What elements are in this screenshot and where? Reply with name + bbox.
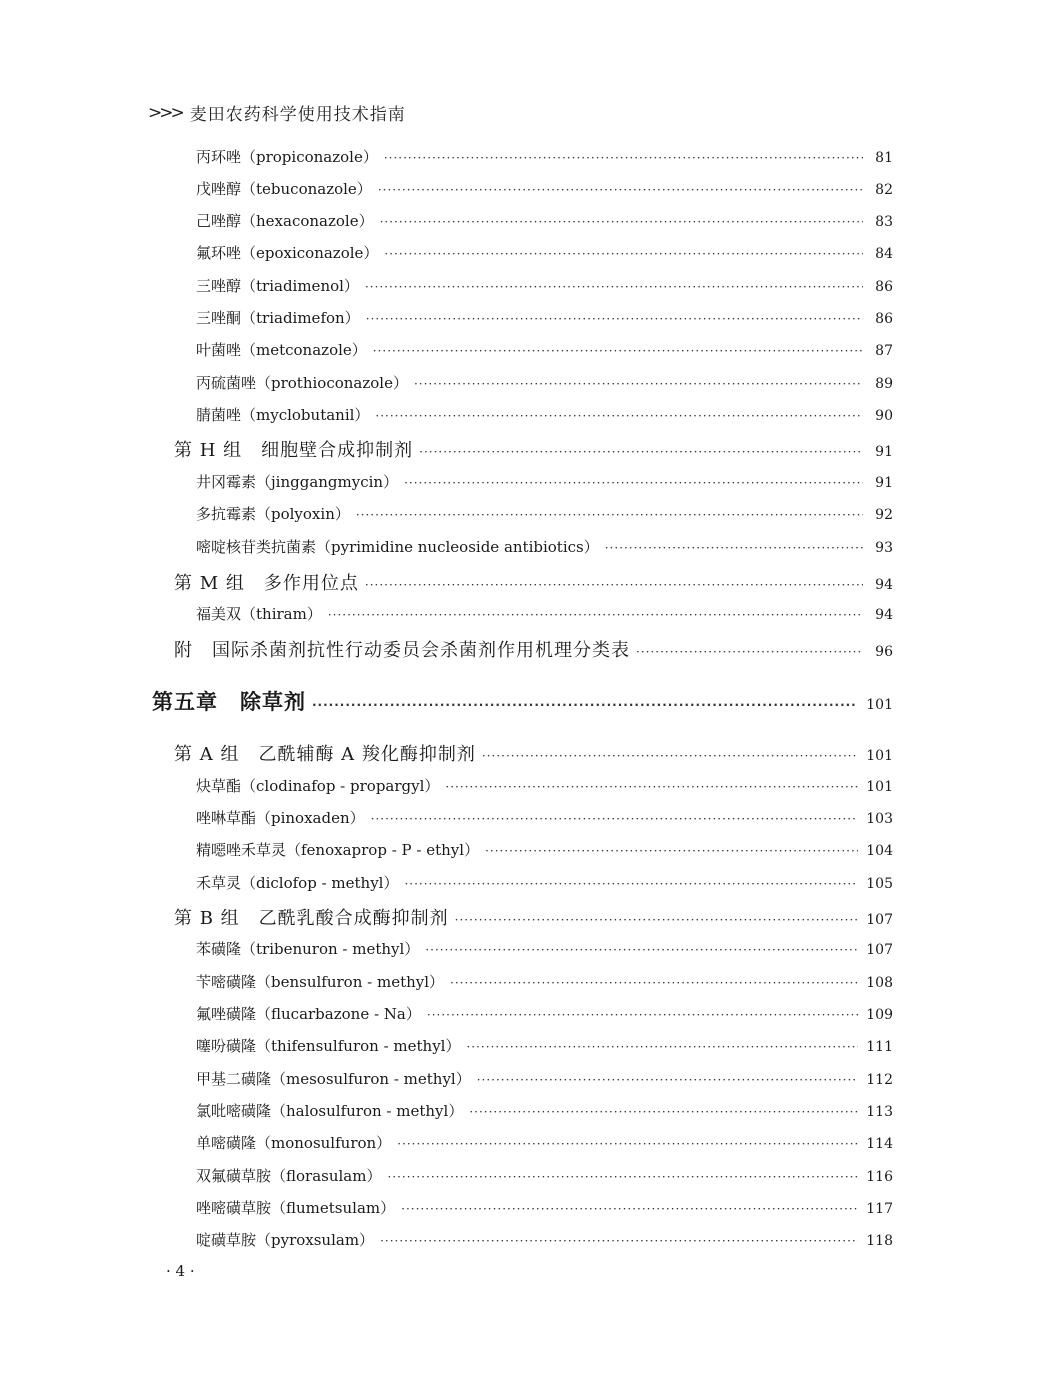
toc-entry-row[interactable] xyxy=(196,503,893,524)
toc-page-number: 93 xyxy=(875,540,893,556)
toc-label: 井冈霉素（jinggangmycin） xyxy=(196,473,399,491)
dot-leader xyxy=(450,976,858,990)
toc-entry-row[interactable] xyxy=(196,307,893,328)
toc-entry-row[interactable] xyxy=(196,210,893,231)
toc-group-row[interactable] xyxy=(174,436,893,462)
toc-entry-row[interactable] xyxy=(196,372,893,393)
dot-leader xyxy=(387,1170,858,1184)
toc-page-number: 116 xyxy=(866,1169,893,1185)
toc-page-number: 82 xyxy=(875,182,893,198)
toc-page-number: 112 xyxy=(866,1072,893,1088)
dot-leader xyxy=(312,698,858,712)
toc-page-number: 105 xyxy=(866,876,893,892)
toc-label: 三唑酮（triadimefon） xyxy=(196,309,360,327)
toc-entry-row[interactable] xyxy=(196,404,893,425)
toc-label: 双氟磺草胺（florasulam） xyxy=(196,1167,382,1185)
toc-page-number: 91 xyxy=(875,475,893,491)
toc-entry-row[interactable] xyxy=(196,536,893,557)
toc-label: 第 H 组 细胞壁合成抑制剂 xyxy=(174,440,414,461)
dot-leader xyxy=(605,541,863,555)
toc-page-number: 108 xyxy=(866,975,893,991)
toc-entry2-row[interactable] xyxy=(196,1100,893,1121)
toc-entry2-row[interactable] xyxy=(196,872,893,893)
toc-entry2-row[interactable] xyxy=(196,1068,893,1089)
dot-leader xyxy=(445,780,858,794)
toc-label: 己唑醇（hexaconazole） xyxy=(196,212,374,230)
toc-page-number: 101 xyxy=(866,697,893,713)
toc-page-number: 101 xyxy=(866,779,893,795)
dot-leader xyxy=(636,645,863,659)
toc-label: 唑嘧磺草胺（flumetsulam） xyxy=(196,1199,396,1217)
toc-label: 丙环唑（propiconazole） xyxy=(196,148,378,166)
dot-leader xyxy=(378,183,863,197)
running-header xyxy=(148,100,406,125)
toc-label: 腈菌唑（myclobutanil） xyxy=(196,406,370,424)
toc-page-number: 91 xyxy=(875,444,893,460)
toc-label: 氟唑磺隆（flucarbazone - Na） xyxy=(196,1005,421,1023)
toc-group2-row[interactable] xyxy=(174,740,893,766)
book-title: 麦田农药科学使用技术指南 xyxy=(189,105,406,125)
toc-entry-row[interactable] xyxy=(196,146,893,167)
toc-label: 炔草酯（clodinafop - propargyl） xyxy=(196,777,440,795)
toc-entry-row[interactable] xyxy=(196,275,893,296)
toc-page-number: 81 xyxy=(875,150,893,166)
toc-entry-row[interactable] xyxy=(196,178,893,199)
toc-label: 戊唑醇（tebuconazole） xyxy=(196,180,372,198)
toc-label: 唑啉草酯（pinoxaden） xyxy=(196,809,365,827)
toc-page-number: 101 xyxy=(866,748,893,764)
toc-page-number: 87 xyxy=(875,343,893,359)
dot-leader xyxy=(414,377,863,391)
toc-entry-row[interactable] xyxy=(196,603,893,624)
dot-leader xyxy=(380,215,863,229)
dot-leader xyxy=(366,312,863,326)
dot-leader xyxy=(328,608,863,622)
dot-leader xyxy=(397,1137,858,1151)
toc-label: 多抗霉素（polyoxin） xyxy=(196,505,350,523)
toc-label: 第五章 除草剂 xyxy=(152,690,306,714)
toc-entry2-row[interactable] xyxy=(196,1003,893,1024)
toc-label: 第 M 组 多作用位点 xyxy=(174,573,359,594)
dot-leader xyxy=(427,1008,858,1022)
toc-page-number: 94 xyxy=(875,607,893,623)
dot-leader xyxy=(384,247,863,261)
toc-entry2-row[interactable] xyxy=(196,1132,893,1153)
toc-entry2-row[interactable] xyxy=(196,1229,893,1250)
dot-leader xyxy=(365,578,863,592)
dot-leader xyxy=(380,1234,858,1248)
toc-label: 第 A 组 乙酰辅酶 A 羧化酶抑制剂 xyxy=(174,744,476,765)
toc-label: 精噁唑禾草灵（fenoxaprop - P - ethyl） xyxy=(196,841,480,859)
toc-label: 附 国际杀菌剂抗性行动委员会杀菌剂作用机理分类表 xyxy=(174,640,630,661)
toc-entry-row[interactable] xyxy=(196,471,893,492)
toc-label: 氯吡嘧磺隆（halosulfuron - methyl） xyxy=(196,1102,464,1120)
toc-entry2-row[interactable] xyxy=(196,775,893,796)
toc-page-number: 86 xyxy=(875,311,893,327)
toc-label: 福美双（thiram） xyxy=(196,605,322,623)
dot-leader xyxy=(384,151,863,165)
toc-page-number: 107 xyxy=(866,942,893,958)
dot-leader xyxy=(365,280,863,294)
dot-leader xyxy=(401,1202,858,1216)
dot-leader xyxy=(375,409,863,423)
toc-label: 噻吩磺隆（thifensulfuron - methyl） xyxy=(196,1037,461,1055)
toc-page-number: 104 xyxy=(866,843,893,859)
toc-label: 叶菌唑（metconazole） xyxy=(196,341,367,359)
dot-leader xyxy=(425,943,858,957)
toc-label: 第 B 组 乙酰乳酸合成酶抑制剂 xyxy=(174,908,449,929)
toc-entry2-row[interactable] xyxy=(196,1197,893,1218)
toc-label: 禾草灵（diclofop - methyl） xyxy=(196,874,399,892)
toc-page-number: 84 xyxy=(875,246,893,262)
toc-page-number: 90 xyxy=(875,408,893,424)
toc-entry-row[interactable] xyxy=(196,242,893,263)
toc-entry-row[interactable] xyxy=(196,339,893,360)
toc-page-number: 117 xyxy=(866,1201,893,1217)
dot-leader xyxy=(404,476,863,490)
toc-label: 三唑醇（triadimenol） xyxy=(196,277,359,295)
toc-page-number: 89 xyxy=(875,376,893,392)
toc-appendix-row[interactable] xyxy=(174,636,893,662)
toc-page-number: 96 xyxy=(875,644,893,660)
toc-label: 丙硫菌唑（prothioconazole） xyxy=(196,374,408,392)
toc-group-row[interactable] xyxy=(174,569,893,595)
dot-leader xyxy=(482,749,858,763)
dot-leader xyxy=(477,1073,859,1087)
toc-page-number: 118 xyxy=(866,1233,893,1249)
dot-leader xyxy=(455,913,859,927)
toc-entry2-row[interactable] xyxy=(196,1035,893,1056)
toc-label: 甲基二磺隆（mesosulfuron - methyl） xyxy=(196,1070,471,1088)
toc-group2-row[interactable] xyxy=(174,904,893,930)
toc-label: 嘧啶核苷类抗菌素（pyrimidine nucleoside antibiotics） xyxy=(196,538,599,556)
chevron-right-icon: >>> xyxy=(148,102,182,123)
toc-label: 单嘧磺隆（monosulfuron） xyxy=(196,1134,392,1152)
toc-chapter-row[interactable] xyxy=(152,686,893,716)
toc-entry2-row[interactable] xyxy=(196,938,893,959)
toc-entry2-row[interactable] xyxy=(196,971,893,992)
toc-page-number: 113 xyxy=(866,1104,893,1120)
toc-page-number: 111 xyxy=(866,1039,893,1055)
toc-entry2-row[interactable] xyxy=(196,807,893,828)
toc-label: 苄嘧磺隆（bensulfuron - methyl） xyxy=(196,973,445,991)
toc-page-number: 86 xyxy=(875,279,893,295)
dot-leader xyxy=(371,812,859,826)
toc-page-number: 83 xyxy=(875,214,893,230)
toc-entry2-row[interactable] xyxy=(196,839,893,860)
toc-entry2-row[interactable] xyxy=(196,1165,893,1186)
toc-page-number: 103 xyxy=(866,811,893,827)
toc-page-number: 109 xyxy=(866,1007,893,1023)
dot-leader xyxy=(466,1040,858,1054)
dot-leader xyxy=(404,877,858,891)
dot-leader xyxy=(356,508,863,522)
toc-page-number: 92 xyxy=(875,507,893,523)
dot-leader xyxy=(469,1105,858,1119)
page-number: · 4 · xyxy=(166,1262,195,1280)
toc-page-number: 114 xyxy=(866,1136,893,1152)
dot-leader xyxy=(419,445,863,459)
dot-leader xyxy=(485,844,858,858)
toc-label: 啶磺草胺（pyroxsulam） xyxy=(196,1231,375,1249)
toc-page-number: 107 xyxy=(866,912,893,928)
toc-page-number: 94 xyxy=(875,577,893,593)
dot-leader xyxy=(373,344,863,358)
toc-label: 苯磺隆（tribenuron - methyl） xyxy=(196,940,420,958)
toc-label: 氟环唑（epoxiconazole） xyxy=(196,244,379,262)
